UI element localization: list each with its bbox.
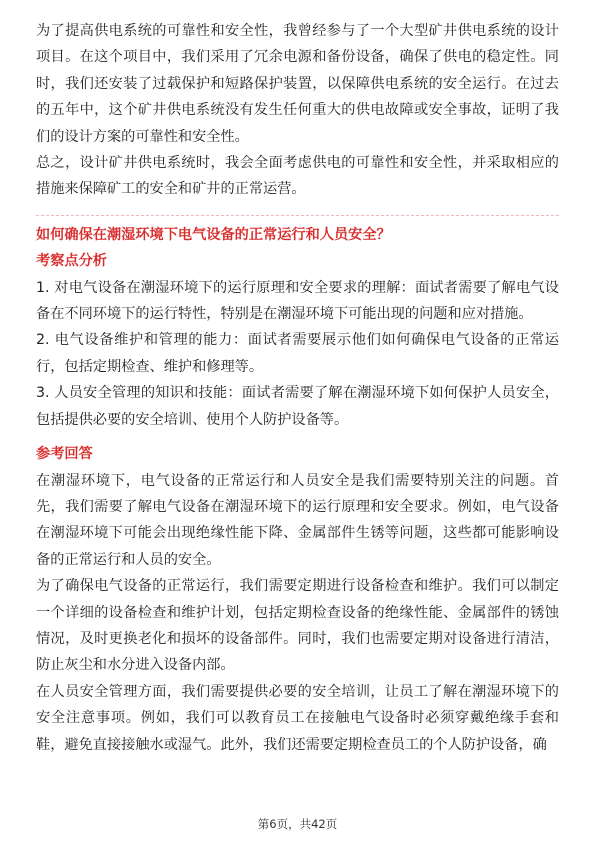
answer-heading: 参考回答 xyxy=(36,446,93,463)
answer-paragraph-1: 在潮湿环境下，电气设备的正常运行和人员安全是我们需要特别关注的问题。首先，我们需要了解电气设备在潮湿环境下的运行原理和安全要求。例如，电气设备在潮湿环境下可能会出现绝缘性能下降、金属部件生锈等问题，这些都可能影响设备的正常运行和人员的安全。 xyxy=(36,472,559,568)
page-number-footer: 第6页，共42页 xyxy=(257,817,338,831)
analysis-item-3: 3. 人员安全管理的知识和技能：面试者需要了解在潮湿环境下如何保护人员安全，包括提供必要的安全培训、使用个人防护设备等。 xyxy=(36,385,559,428)
page-content xyxy=(36,18,559,758)
analysis-heading: 考察点分析 xyxy=(36,253,107,270)
analysis-item-1: 1. 对电气设备在潮湿环境下的运行原理和安全要求的理解：面试者需要了解电气设备在不同环境下的运行特性，特别是在潮湿环境下可能出现的问题和应对措施。 xyxy=(36,279,559,323)
analysis-item-2: 2. 电气设备维护和管理的能力：面试者需要展示他们如何确保电气设备的正常运行，包括定期检查、维护和修理等。 xyxy=(36,332,559,375)
question-title: 如何确保在潮湿环境下电气设备的正常运行和人员安全？ xyxy=(36,226,391,243)
answer-paragraph-3: 在人员安全管理方面，我们需要提供必要的安全培训，让员工了解在潮湿环境下的安全注意事项。例如，我们可以教育员工在接触电气设备时必须穿戴绝缘手套和鞋，避免直接接触水或湿气。此外，我们还需要定期检查员工的个人防护设备，确 xyxy=(36,683,559,753)
answer-paragraph-2: 为了确保电气设备的正常运行，我们需要定期进行设备检查和维护。我们可以制定一个详细的设备检查和维护计划，包括定期检查设备的绝缘性能、金属部件的锈蚀情况，及时更换老化和损坏的设备部件。同时，我们也需要定期对设备进行清洁，防止灰尘和水分进入设备内部。 xyxy=(36,578,559,674)
section-divider xyxy=(36,215,559,216)
intro-paragraph-2: 总之，设计矿井供电系统时，我会全面考虑供电的可靠性和安全性，并采取相应的措施来保障矿工的安全和矿井的正常运营。 xyxy=(36,155,559,198)
intro-paragraph-1: 为了提高供电系统的可靠性和安全性，我曾经参与了一个大型矿井供电系统的设计项目。在这个项目中，我们采用了冗余电源和备份设备，确保了供电的稳定性。同时，我们还安装了过载保护和短路保护装置，以保障供电系统的安全运行。在过去的五年中，这个矿井供电系统没有发生任何重大的供电故障或安全事故，证明了我们的设计方案的可靠性和安全性。 xyxy=(36,23,559,145)
